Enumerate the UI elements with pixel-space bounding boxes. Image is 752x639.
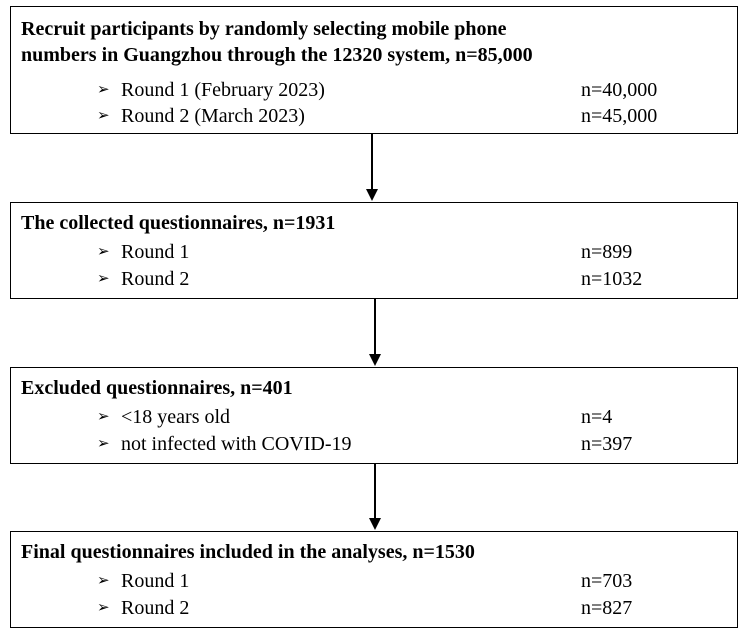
item-label: not infected with COVID-19 — [121, 433, 352, 455]
connector-arrow-2 — [369, 299, 381, 366]
arrow-bullet-icon: ➢ — [97, 271, 110, 287]
item-value: n=1032 — [581, 268, 643, 290]
item-label: Round 2 (March 2023) — [121, 105, 305, 127]
item-value: n=45,000 — [581, 105, 658, 127]
item-label: Round 1 — [121, 241, 190, 263]
box-title: Final questionnaires included in the analyses, n=1530 — [21, 541, 475, 563]
connector-arrow-1 — [366, 134, 378, 201]
item-value: n=899 — [581, 241, 633, 263]
item-label: Round 1 — [121, 570, 190, 592]
box-title-line-2: numbers in Guangzhou through the 12320 system, n=85,000 — [21, 44, 533, 66]
item-label: <18 years old — [121, 406, 231, 428]
item-label: Round 1 (February 2023) — [121, 79, 325, 101]
item-value: n=397 — [581, 433, 633, 455]
item-value: n=703 — [581, 570, 633, 592]
arrow-bullet-icon: ➢ — [97, 436, 110, 452]
item-value: n=4 — [581, 406, 613, 428]
item-value: n=40,000 — [581, 79, 658, 101]
arrow-bullet-icon: ➢ — [97, 573, 110, 589]
arrow-bullet-icon: ➢ — [97, 244, 110, 260]
arrow-bullet-icon: ➢ — [97, 600, 110, 616]
item-label: Round 2 — [121, 597, 190, 619]
arrow-bullet-icon: ➢ — [97, 108, 110, 124]
item-value: n=827 — [581, 597, 633, 619]
item-label: Round 2 — [121, 268, 190, 290]
box-title: Excluded questionnaires, n=401 — [21, 377, 293, 399]
arrow-bullet-icon: ➢ — [97, 409, 110, 425]
connector-arrow-3 — [369, 464, 381, 530]
box-title-line-1: Recruit participants by randomly selecting mobile phone — [21, 18, 507, 40]
box-title: The collected questionnaires, n=1931 — [21, 212, 336, 234]
arrow-bullet-icon: ➢ — [97, 82, 110, 98]
